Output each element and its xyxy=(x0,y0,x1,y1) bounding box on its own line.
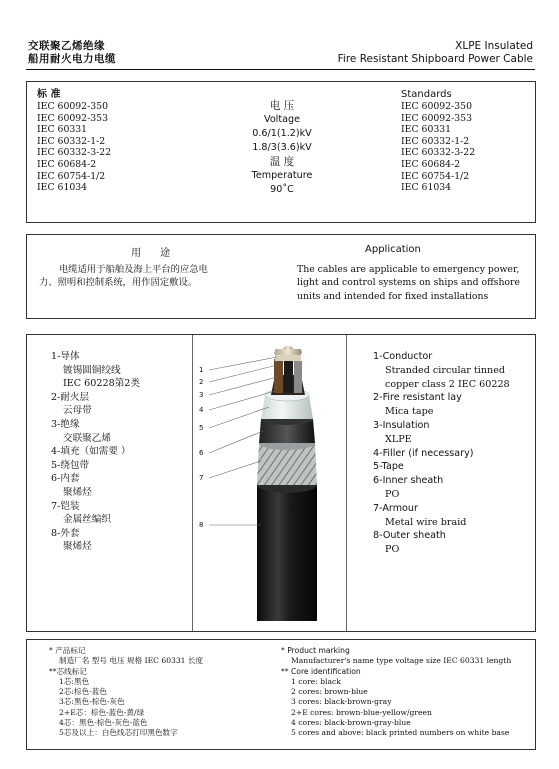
standards-title-cn: 标 准 xyxy=(37,89,61,100)
standard-item: IEC 60684-2 xyxy=(37,158,97,170)
core-identification-item: 1 core: black xyxy=(291,676,341,686)
core-identification-item: 3芯:黑色-棕色-灰色 xyxy=(59,697,125,707)
cable-cross-section-illustration xyxy=(193,335,346,631)
callout-number: 6 xyxy=(199,449,204,457)
core-identification-title-cn: **芯线标记 xyxy=(49,666,87,676)
component-heading: 2-Fire resistant lay xyxy=(373,392,462,404)
temperature-label-cn: 温 度 xyxy=(269,156,295,168)
ratings-column xyxy=(212,99,352,197)
standard-item: IEC 60092-353 xyxy=(401,112,472,124)
callout-number: 1 xyxy=(199,366,204,374)
component-detail: Metal wire braid xyxy=(385,516,467,528)
marking-en-column xyxy=(281,646,511,739)
marking-cn-column xyxy=(49,646,203,739)
component-heading: 6-内套 xyxy=(51,473,80,485)
application-box xyxy=(26,234,536,319)
standard-item: IEC 60332-3-22 xyxy=(37,147,112,159)
standard-item: IEC 60754-1/2 xyxy=(37,170,106,182)
standard-item: IEC 60331 xyxy=(401,124,452,136)
component-detail: PO xyxy=(385,488,400,500)
components-list-en xyxy=(373,350,510,557)
core-identification-item: 4芯：黑色-棕色-灰色-蓝色 xyxy=(59,718,148,728)
callout-number: 8 xyxy=(199,521,204,529)
component-detail: Stranded circular tinned xyxy=(385,364,506,376)
core-identification-item: 2+E芯：棕色-蓝色-黄/绿 xyxy=(59,707,145,717)
application-title-cn: 用 途 xyxy=(131,248,171,259)
callout-number: 5 xyxy=(199,424,204,432)
core-identification-item: 2+E cores: brown-blue-yellow/green xyxy=(291,707,432,717)
core-identification-item: 5 cores and above: black printed numbers on white base xyxy=(291,728,510,738)
application-text-en-line3: units and intended for fixed installations xyxy=(297,290,489,302)
core-1-insulation xyxy=(274,359,283,393)
component-heading: 3-Insulation xyxy=(373,419,430,431)
core-identification-item: 2芯:棕色-蓝色 xyxy=(59,687,107,697)
application-text-cn xyxy=(39,263,208,290)
application-text-cn-line2: 力、照明和控制系统，用作固定敷设。 xyxy=(39,277,198,289)
standards-cn-column xyxy=(37,89,111,194)
title-chinese-line1: 交联聚乙烯绝缘 xyxy=(28,40,105,52)
core-identification-item: 1芯:黑色 xyxy=(59,676,90,686)
component-detail: 聚烯烃 xyxy=(63,486,92,498)
component-detail: 聚烯烃 xyxy=(63,541,92,553)
component-heading: 8-外套 xyxy=(51,527,80,539)
outer-sheath-shape xyxy=(257,485,317,621)
title-english-line2: Fire Resistant Shipboard Power Cable xyxy=(337,53,533,65)
core-identification-list-cn xyxy=(49,677,203,739)
product-marking-text-cn: 制造厂名 型号 电压 规格 IEC 60331 长度 xyxy=(59,656,204,666)
callout-number: 4 xyxy=(199,406,204,414)
standard-item: IEC 60332-1-2 xyxy=(37,135,106,147)
callout-number: 2 xyxy=(199,378,204,386)
component-heading: 6-Inner sheath xyxy=(373,475,444,487)
component-detail: 云母带 xyxy=(63,405,92,417)
components-list-cn xyxy=(51,350,140,554)
component-heading: 1-Conductor xyxy=(373,351,433,362)
component-detail: 镀锡圆铜绞线 xyxy=(63,364,121,376)
core-identification-list-en xyxy=(281,677,511,739)
standard-item: IEC 61034 xyxy=(37,182,88,194)
application-text-en-line1: The cables are applicable to emergency power, xyxy=(297,264,520,275)
core-2-insulation xyxy=(284,357,293,393)
standard-item: IEC 60092-350 xyxy=(37,101,108,112)
standards-box xyxy=(26,81,536,223)
illustration-right-divider xyxy=(346,335,347,631)
component-heading: 2-耐火层 xyxy=(51,391,90,403)
title-chinese-line2: 船用耐火电力电缆 xyxy=(28,53,116,65)
component-detail: PO xyxy=(385,544,400,556)
component-heading: 3-绝缘 xyxy=(51,418,80,430)
callout-numbers xyxy=(199,366,204,529)
product-marking-title-en: * Product marking xyxy=(281,646,350,655)
title-chinese xyxy=(28,40,116,66)
application-text-en xyxy=(297,263,520,303)
application-title-en: Application xyxy=(365,244,421,255)
component-detail: 金属丝编织 xyxy=(63,514,111,526)
callout-number: 7 xyxy=(199,474,204,482)
standard-item: IEC 60332-1-2 xyxy=(401,135,470,147)
component-detail: XLPE xyxy=(385,433,412,445)
component-detail: 交联聚乙烯 xyxy=(63,432,111,444)
temperature-label-en: Temperature xyxy=(251,170,313,181)
product-marking-title-cn: * 产品标记 xyxy=(49,646,86,655)
header-divider xyxy=(26,69,535,70)
standards-list-en xyxy=(401,101,475,194)
component-heading: 7-铠装 xyxy=(51,500,80,512)
title-english-line1: XLPE Insulated xyxy=(455,40,533,52)
component-heading: 8-Outer sheath xyxy=(373,530,446,542)
component-detail: IEC 60228第2类 xyxy=(63,378,140,390)
component-detail: copper class 2 IEC 60228 xyxy=(385,378,510,390)
marking-box xyxy=(26,639,536,750)
component-detail: Mica tape xyxy=(385,406,434,418)
component-heading: 4-填充（如需要 ） xyxy=(51,446,131,458)
core-identification-item: 4 cores: black-brown-gray-blue xyxy=(291,718,411,728)
callout-number: 3 xyxy=(199,391,204,399)
component-heading: 1-导体 xyxy=(51,351,80,362)
voltage-value-1: 0.6/1(1.2)kV xyxy=(252,128,312,139)
standard-item: IEC 60331 xyxy=(37,124,88,136)
standard-item: IEC 60754-1/2 xyxy=(401,170,470,182)
core-identification-title-en: ** Core identification xyxy=(281,666,361,676)
core-3-insulation xyxy=(294,361,302,393)
standards-list-cn xyxy=(37,101,111,194)
standard-item: IEC 60332-3-22 xyxy=(401,147,476,159)
component-heading: 7-Armour xyxy=(373,502,418,514)
core-identification-item: 3 cores: black-brown-gray xyxy=(291,697,392,707)
construction-box xyxy=(26,334,536,632)
component-heading: 5-绕包带 xyxy=(51,459,90,471)
application-text-en-line2: light and control systems on ships and offshore xyxy=(297,277,520,289)
core-identification-item: 5芯及以上：白色线芯打印黑色数字 xyxy=(59,728,178,738)
standard-item: IEC 60092-350 xyxy=(401,101,472,112)
temperature-value: 90˚C xyxy=(270,184,294,195)
standards-title-en: Standards xyxy=(401,89,452,100)
core-identification-item: 2 cores: brown-blue xyxy=(291,687,368,697)
standard-item: IEC 61034 xyxy=(401,182,452,194)
application-text-cn-line1: 电缆适用于船舶及海上平台的应急电 xyxy=(59,264,208,275)
product-marking-text-en: Manufacturer's name type voltage size IEC 60331 length xyxy=(291,656,512,666)
standard-item: IEC 60092-353 xyxy=(37,112,108,124)
standard-item: IEC 60684-2 xyxy=(401,158,461,170)
voltage-value-2: 1.8/3(3.6)kV xyxy=(252,142,312,153)
voltage-label-cn: 电 压 xyxy=(269,100,295,112)
title-english xyxy=(338,40,533,66)
component-heading: 4-Filler (if necessary) xyxy=(373,447,474,459)
voltage-label-en: Voltage xyxy=(264,114,300,125)
component-heading: 5-Tape xyxy=(373,461,404,473)
standards-en-column xyxy=(401,89,475,194)
